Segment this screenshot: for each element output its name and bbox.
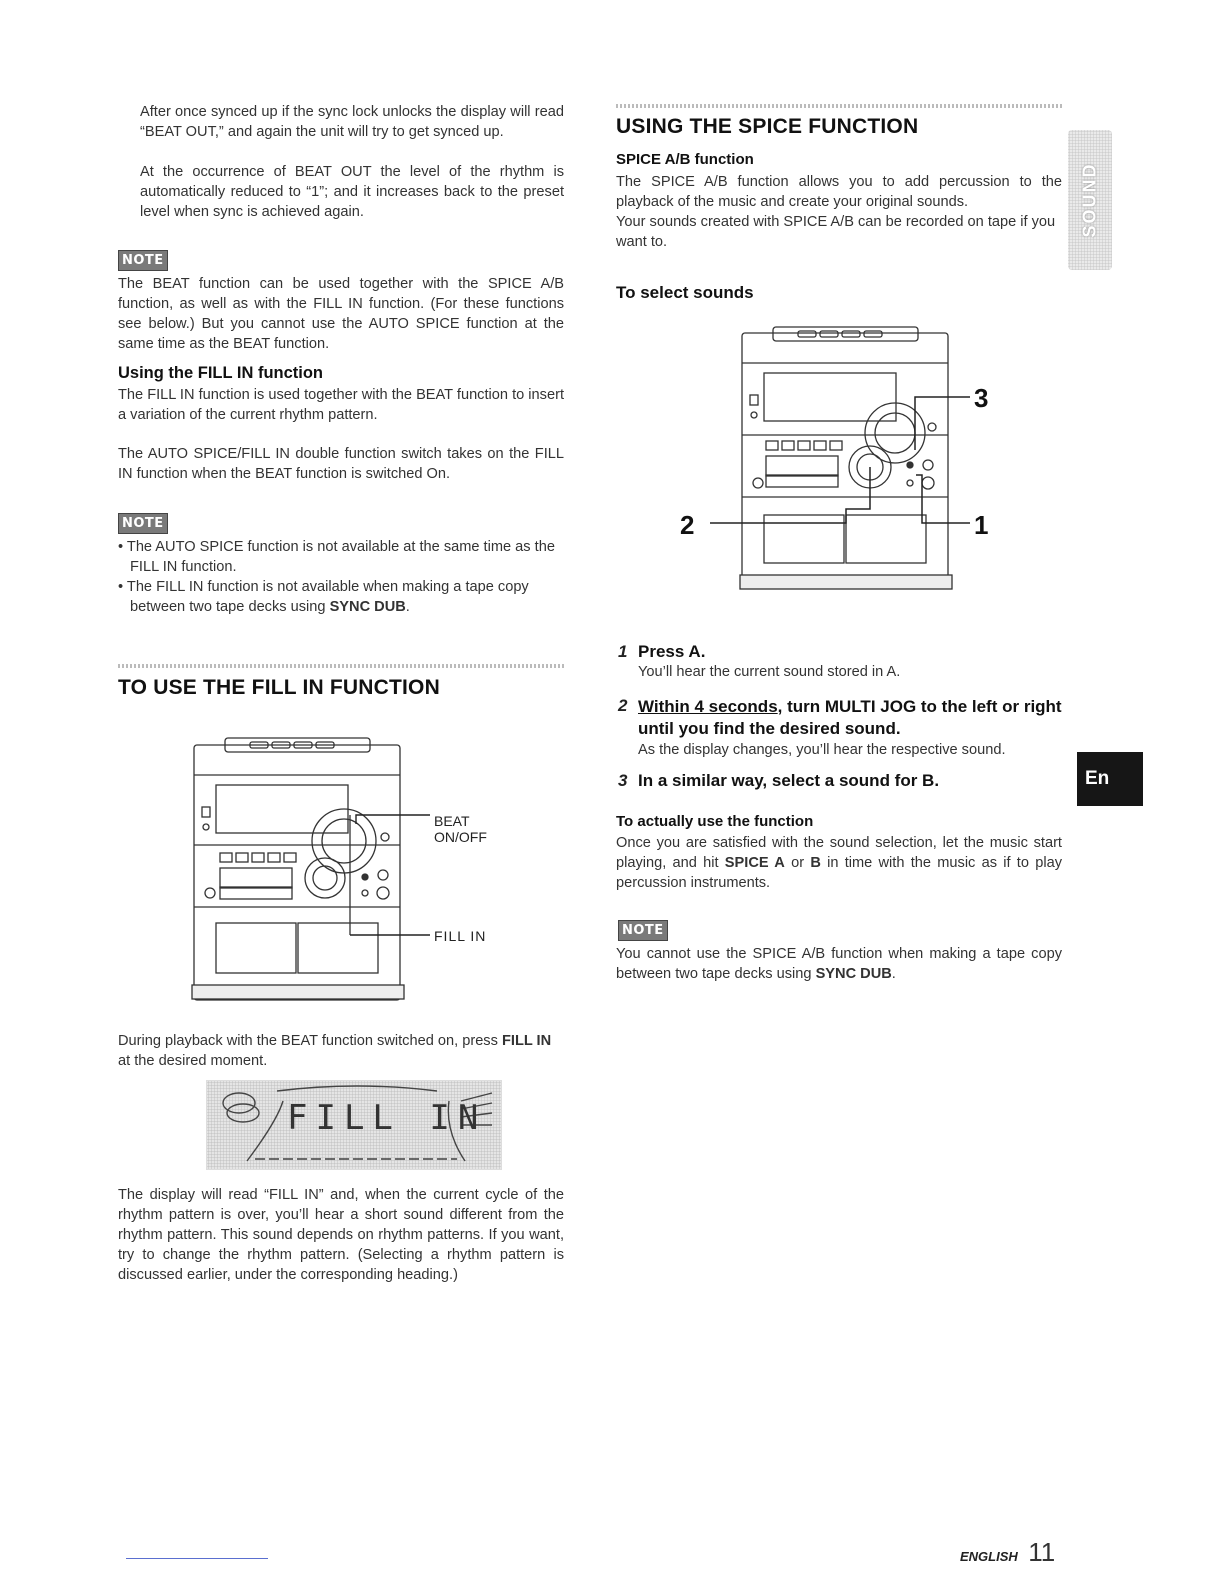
use-function-heading: To actually use the function bbox=[616, 813, 814, 830]
callout-3: 3 bbox=[974, 383, 989, 413]
step-number: 1 bbox=[618, 642, 628, 661]
note-badge: NOTE bbox=[618, 920, 668, 941]
note-list-item: • The FILL IN function is not available when making a tape copy between two tape decks using SYNC DUB. bbox=[118, 577, 564, 617]
section-divider bbox=[616, 104, 1062, 108]
step-1 bbox=[618, 642, 1064, 682]
callout-1: 1 bbox=[974, 510, 989, 540]
page-footer bbox=[960, 1537, 1055, 1568]
use-function-paragraph: Once you are satisfied with the sound selection, let the music start playing, and hit SPICE A or B in time with the music as if to play percussion instruments. bbox=[616, 835, 1062, 891]
spice-paragraph-2: Your sounds created with SPICE A/B can be recorded on tape if you want to. bbox=[616, 214, 1056, 250]
step-2 bbox=[618, 696, 1064, 760]
section-tab-sound bbox=[1068, 130, 1112, 270]
step-description: As the display changes, you’ll hear the respective sound. bbox=[638, 742, 1006, 758]
step-title: In a similar way, select a sound for B. bbox=[638, 771, 940, 790]
playback-instruction: During playback with the BEAT function switched on, press FILL IN at the desired moment. bbox=[118, 1033, 552, 1069]
label-on-off: ON/OFF bbox=[434, 829, 487, 845]
note-list-item: • The AUTO SPICE function is not available at the same time as the FILL IN function. bbox=[118, 537, 564, 577]
display-readout: FILL IN bbox=[287, 1098, 487, 1138]
language-tab-label: En bbox=[1085, 768, 1110, 789]
step-number: 3 bbox=[618, 771, 628, 790]
note-badge: NOTE bbox=[118, 513, 168, 534]
step-title: Press A. bbox=[638, 642, 706, 661]
step-description: You’ll hear the current sound stored in A. bbox=[638, 664, 901, 680]
label-fill-in: FILL IN bbox=[434, 928, 487, 944]
label-beat: BEAT bbox=[434, 813, 470, 829]
fill-in-paragraph-1: The FILL IN function is used together with the BEAT function to insert a variation of the current rhythm pattern. bbox=[118, 387, 564, 423]
stereo-diagram-spice bbox=[670, 325, 1010, 595]
intro-paragraph-2: At the occurrence of BEAT OUT the level of the rhythm is automatically reduced to “1”; and it increases back to the preset level when sync is achieved again. bbox=[140, 164, 564, 220]
spice-ab-heading: SPICE A/B function bbox=[616, 151, 754, 168]
spice-paragraph-1: The SPICE A/B function allows you to add percussion to the playback of the music and create your original sounds. bbox=[616, 174, 1062, 210]
intro-paragraph-1: After once synced up if the sync lock unlocks the display will read “BEAT OUT,” and again the unit will try to get synced up. bbox=[140, 104, 564, 140]
language-tab bbox=[1077, 752, 1143, 806]
fill-in-display-image bbox=[206, 1080, 502, 1170]
callout-2: 2 bbox=[680, 510, 695, 540]
note-text-1: The BEAT function can be used together with the SPICE A/B function, as well as with the FILL IN function. (For these functions see below.) But you cannot use the AUTO SPICE function at the same time as the BEAT function. bbox=[118, 276, 564, 352]
stereo-diagram-fill-in bbox=[190, 735, 500, 1010]
page-number: 11 bbox=[1028, 1537, 1056, 1567]
display-explanation: The display will read “FILL IN” and, when the current cycle of the rhythm pattern is over, you’ll hear a short sound different from the rhythm pattern. This sound depends on rhythm patterns. If you want, try to change the rhythm pattern. (Selecting a rhythm pattern is discussed earlier, under the corresponding heading.) bbox=[118, 1187, 564, 1283]
section-title-spice: USING THE SPICE FUNCTION bbox=[616, 115, 919, 138]
section-tab-label: SOUND bbox=[1079, 162, 1100, 238]
note-badge: NOTE bbox=[118, 250, 168, 271]
note-text-3: You cannot use the SPICE A/B function when making a tape copy between two tape decks using SYNC DUB. bbox=[616, 946, 1062, 982]
step-number: 2 bbox=[618, 696, 628, 715]
note-list-2 bbox=[118, 537, 564, 617]
fill-in-heading: Using the FILL IN function bbox=[118, 364, 324, 382]
footer-language: ENGLISH bbox=[960, 1549, 1018, 1564]
display-graphic bbox=[207, 1081, 501, 1169]
step-title: Within 4 seconds, turn MULTI JOG to the left or right until you find the desired sound. bbox=[638, 697, 1062, 738]
section-title-fill-in: TO USE THE FILL IN FUNCTION bbox=[118, 676, 440, 699]
fill-in-paragraph-2: The AUTO SPICE/FILL IN double function switch takes on the FILL IN function when the BEAT function is switched On. bbox=[118, 446, 564, 482]
section-divider bbox=[118, 664, 564, 668]
step-3 bbox=[618, 771, 1064, 791]
select-sounds-heading: To select sounds bbox=[616, 283, 754, 302]
bottom-edge-line bbox=[126, 1558, 268, 1559]
